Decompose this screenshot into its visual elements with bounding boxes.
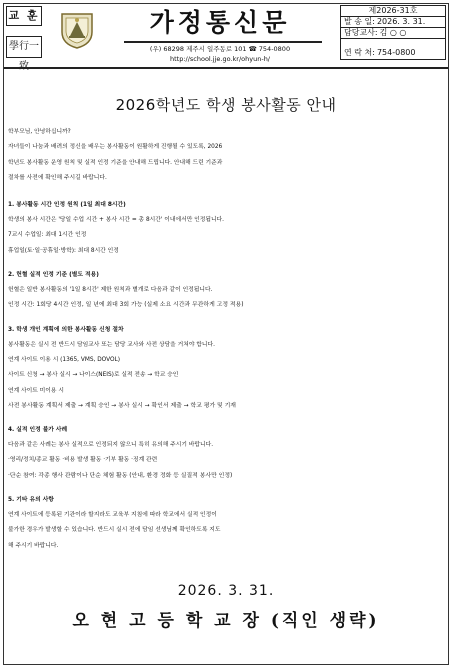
- newsletter-page: [3, 3, 449, 665]
- motto-label: 교 훈: [6, 6, 42, 26]
- section-line: 인정 시간: 1회당 4시간 인정, 일 년에 최대 3회 가능 (실제 소요 시간과 무관하게 고정 적용): [8, 302, 244, 309]
- section-heading: 1. 봉사활동 시간 인정 원칙 (1일 최대 8시간): [8, 202, 126, 209]
- issue-date-row: [341, 17, 445, 28]
- issue-info-box: [340, 5, 446, 60]
- issue-date-footer: 2026. 3. 31.: [177, 583, 275, 599]
- teacher-label: 담당교사:: [344, 28, 378, 37]
- section-line: 연계 사이트 미이용 시: [8, 387, 64, 394]
- teacher-name: 김 ○ ○: [379, 28, 407, 37]
- section-line: 7교시 수업일: 최대 1시간 인정: [8, 232, 87, 239]
- section-line: 학생의 봉사 시간은 '당일 수업 시간 + 봉사 시간 = 총 8시간' 이내에서만 인정됩니다.: [8, 217, 224, 224]
- section-line: 사이트 신청 → 봉사 실시 → 나이스(NEIS)로 실적 전송 → 학교 승인: [8, 372, 179, 379]
- section-line: 봉사활동은 실시 전 반드시 담임교사 또는 담당 교사와 사전 상담을 거쳐야 합니다.: [8, 341, 215, 348]
- school-motto: [6, 6, 42, 58]
- section-line: 헌혈은 일반 봉사활동의 '1일 8시간' 제한 원칙과 별개로 다음과 같이 인정됩니다.: [8, 287, 213, 294]
- section-heading: 2. 헌혈 실적 인정 기준 (별도 적용): [8, 272, 99, 279]
- paper-title-block: [104, 4, 336, 66]
- intro-line: 자녀들이 나눔과 배려의 정신을 배우는 봉사활동이 원활하게 진행될 수 있도록, 2026: [8, 144, 223, 151]
- section-line: 휴업일(토·일·공휴일·방학): 최대 8시간 인정: [8, 247, 119, 254]
- section-heading: 4. 실적 인정 불가 사례: [8, 427, 68, 434]
- paper-title: 가정통신문: [149, 8, 291, 37]
- contact-number: 754-0800: [376, 48, 416, 57]
- document-body: [8, 125, 446, 554]
- title-underline: [124, 41, 322, 43]
- school-emblem-icon: [56, 8, 98, 50]
- school-url[interactable]: http://school.jje.go.kr/ohyun-h/: [169, 55, 270, 63]
- intro-line: 학년도 봉사활동 운영 원칙 및 실적 인정 기준을 안내해 드립니다. 안내해 드린 기준과: [8, 159, 223, 166]
- section-line: 연계 사이트에 등록된 기관이라 할지라도 교육부 지침에 따라 학교에서 실적 인정이: [8, 512, 217, 519]
- document-title: 2026학년도 학생 봉사활동 안내: [115, 96, 337, 114]
- section-line: 다음과 같은 사례는 봉사 실적으로 인정되지 않으니 특히 유의해 주시기 바랍니다.: [8, 442, 214, 449]
- section-heading: 3. 학생 개인 계획에 의한 봉사활동 신청 절차: [8, 326, 124, 333]
- section-line: ·영리/정치/종교 활동 ·비용 발생 활동 ·기부 활동 ·징계 관련: [8, 457, 158, 464]
- section-line: 연계 사이트 이용 시 (1365, VMS, DOVOL): [8, 356, 121, 363]
- greeting: 학부모님, 안녕하십니까?: [8, 129, 71, 135]
- newsletter-header: [4, 4, 448, 66]
- school-address: (우) 68298 제주시 일주동로 101 ☎ 754-0800: [149, 45, 291, 53]
- issue-number: 제2026-31호: [341, 6, 445, 17]
- intro-line: 절차를 사전에 확인해 주시길 바랍니다.: [8, 174, 107, 181]
- contact-row: [341, 46, 445, 59]
- section-line: 사전 봉사활동 계획서 제출 → 계획 승인 → 봉사 실시 → 확인서 제출 → 학교 평가 및 기재: [8, 402, 236, 409]
- motto-text: 學行一: [6, 36, 42, 58]
- section-line: ·단순 참여: 각종 행사 관람이나 단순 체험 활동 (안내, 환경 정화 등 실질적 봉사만 인정): [8, 472, 233, 479]
- contact-label: 연 락 처:: [344, 48, 375, 57]
- issue-date-label: 발 송 일:: [344, 17, 375, 26]
- header-divider: [4, 67, 448, 69]
- section-line: 해 주시기 바랍니다.: [8, 542, 59, 549]
- teacher-row: [341, 28, 445, 39]
- section-heading: 5. 기타 유의 사항: [8, 497, 54, 504]
- principal-signature: 오 현 고 등 학 교 장 (직인 생략): [72, 611, 380, 631]
- section-line: 불가한 경우가 발생할 수 있습니다. 반드시 실시 전에 담임 선생님께 확인하도록 지도: [8, 527, 221, 534]
- issue-date: 2026. 3. 31.: [376, 17, 426, 26]
